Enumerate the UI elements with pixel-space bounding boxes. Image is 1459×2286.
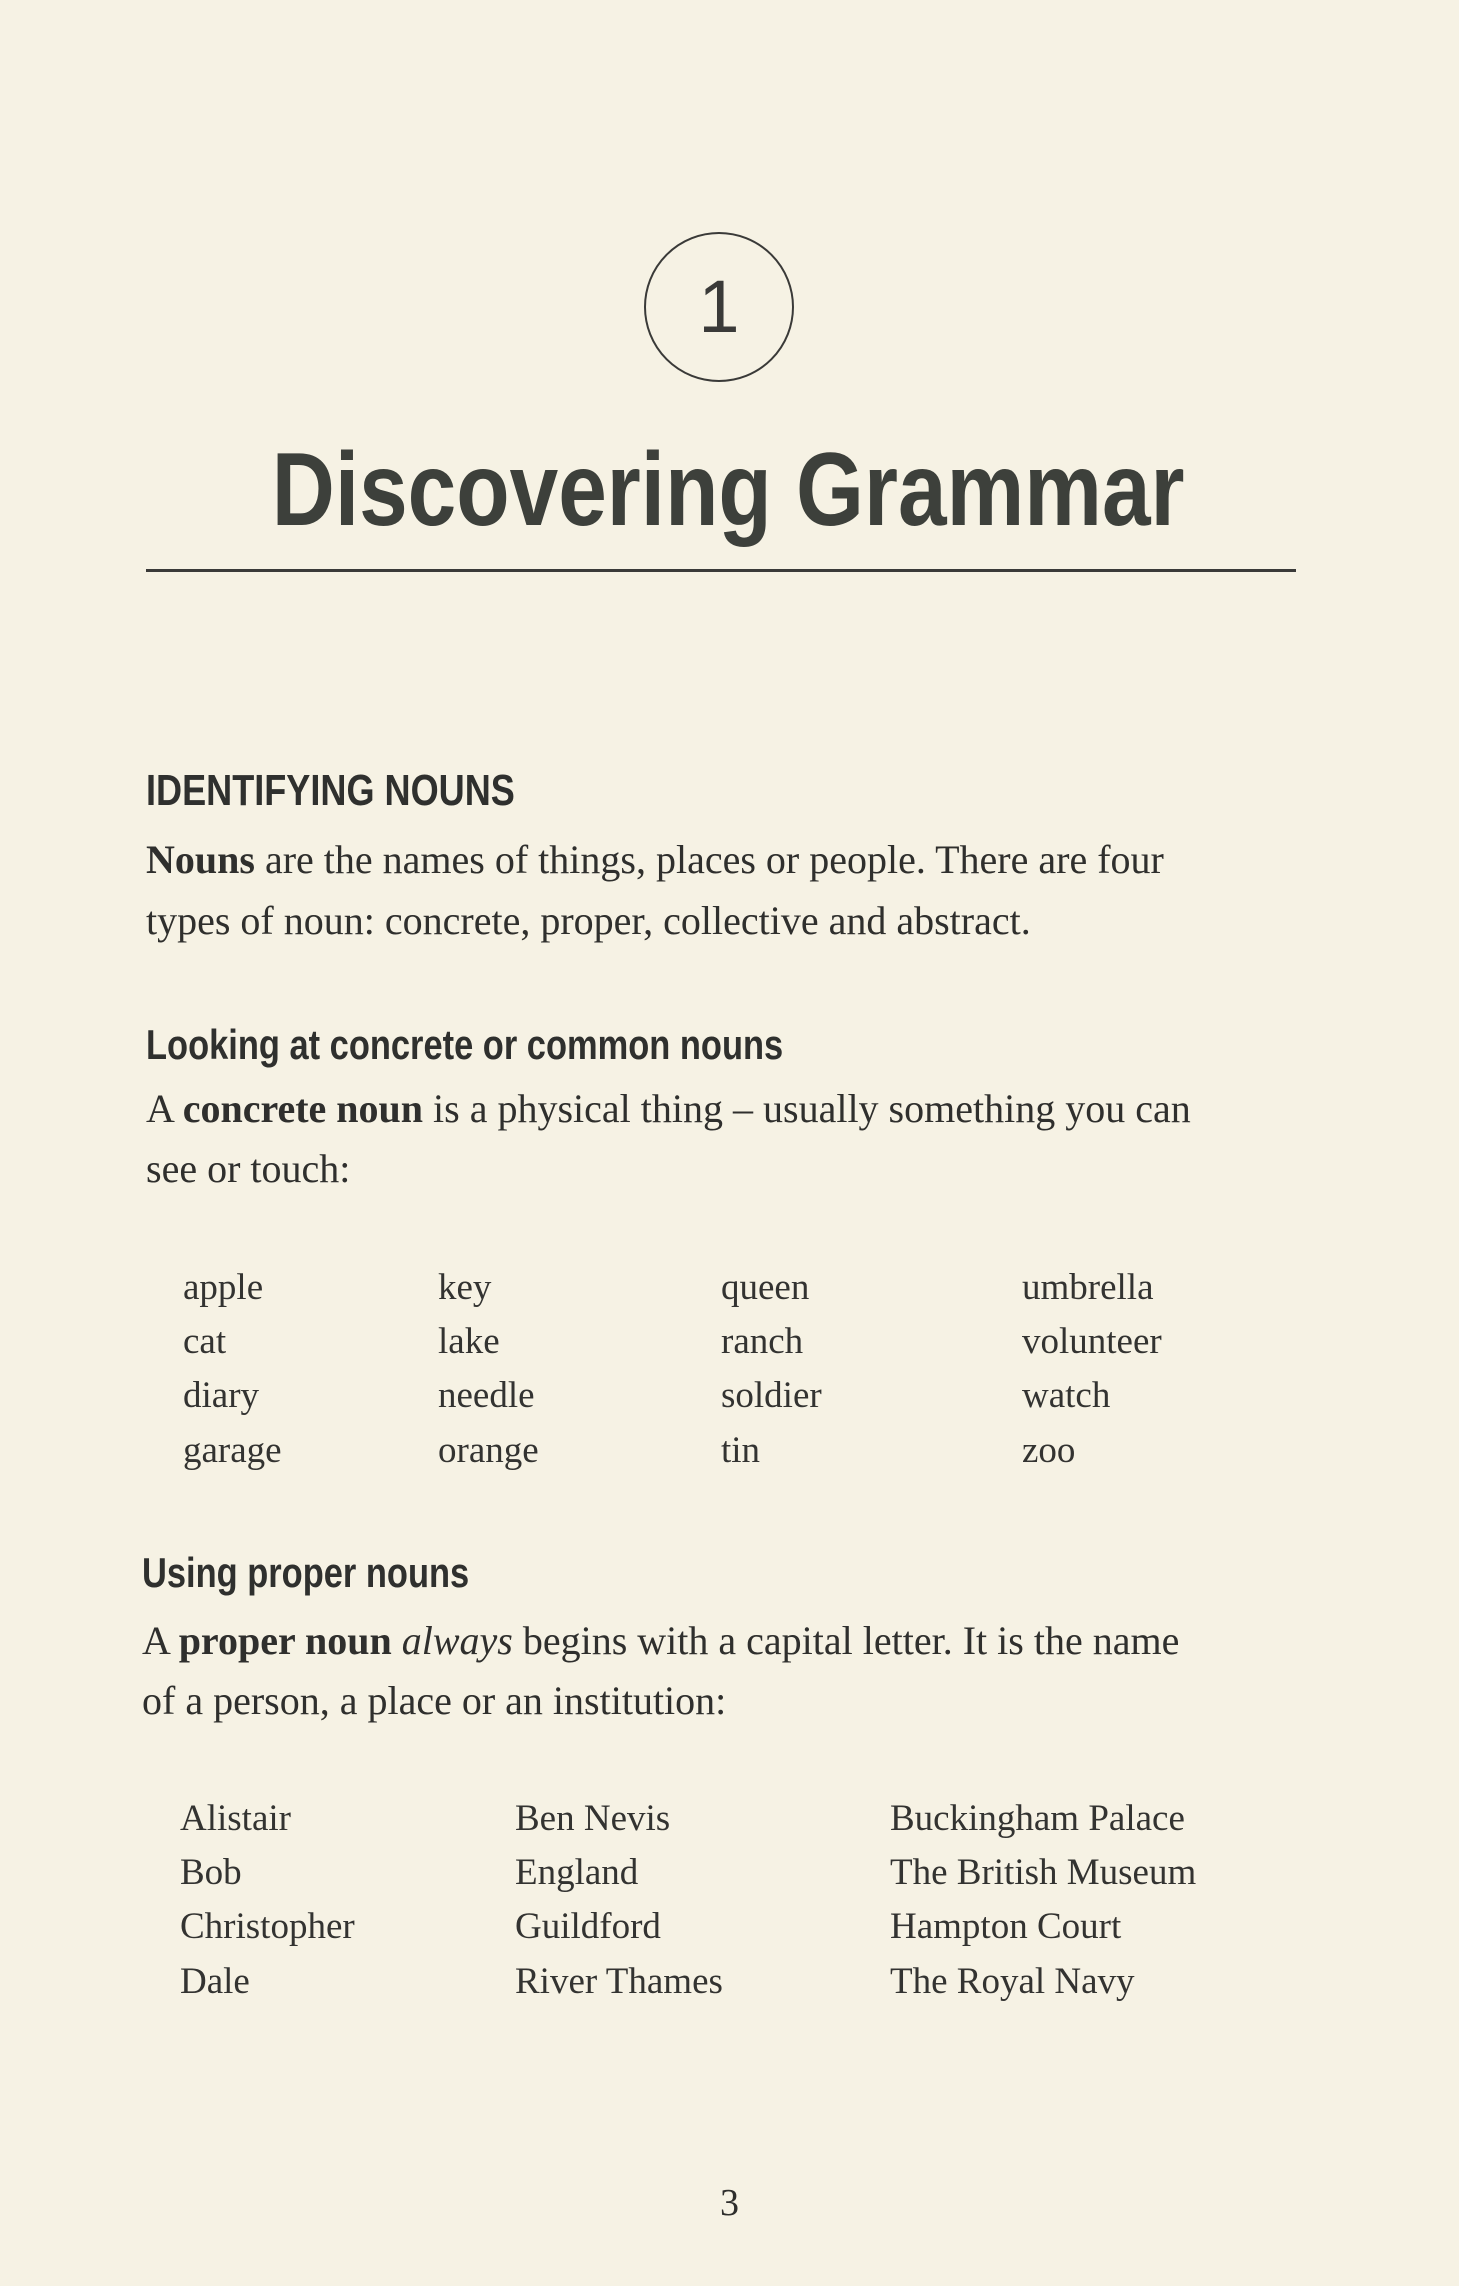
emphasis-always: always	[401, 1618, 513, 1663]
text: is a physical thing – usually something you can	[423, 1086, 1191, 1131]
concrete-line-2: see or touch:	[146, 1146, 351, 1191]
noun-item: tin	[721, 1430, 761, 1471]
text: A	[146, 1086, 183, 1131]
term-nouns: Nouns	[146, 837, 255, 882]
noun-item: The British Museum	[890, 1852, 1197, 1893]
noun-item: umbrella	[1022, 1267, 1154, 1308]
concrete-heading: Looking at concrete or common nouns	[146, 1021, 784, 1068]
noun-item: Christopher	[180, 1906, 355, 1947]
chapter-number: 1	[698, 265, 740, 348]
noun-item: diary	[183, 1375, 260, 1416]
noun-item: garage	[183, 1430, 282, 1471]
noun-item: apple	[183, 1267, 264, 1308]
text: begins with a capital letter. It is the name	[512, 1618, 1180, 1663]
noun-item: key	[438, 1267, 492, 1308]
chapter-title: Discovering Grammar	[271, 432, 1185, 548]
noun-item: watch	[1022, 1375, 1111, 1416]
term-proper-noun: proper noun	[178, 1618, 392, 1663]
noun-item: cat	[183, 1321, 227, 1362]
noun-item: England	[515, 1852, 639, 1893]
title-divider	[146, 569, 1296, 572]
noun-item: River Thames	[515, 1961, 723, 2002]
noun-item: Alistair	[180, 1798, 291, 1839]
noun-item: Bob	[180, 1852, 242, 1893]
noun-item: Buckingham Palace	[890, 1798, 1185, 1839]
text	[392, 1618, 402, 1663]
noun-item: zoo	[1022, 1430, 1076, 1471]
intro-text: are the names of things, places or people. There are four	[254, 837, 1164, 882]
noun-item: Guildford	[515, 1906, 661, 1947]
noun-item: Ben Nevis	[515, 1798, 671, 1839]
section-heading: IDENTIFYING NOUNS	[146, 766, 515, 815]
intro-line-2: types of noun: concrete, proper, collective and abstract.	[146, 898, 1031, 943]
term-concrete-noun: concrete noun	[182, 1086, 424, 1131]
proper-line-1	[142, 1616, 1179, 1666]
noun-item: volunteer	[1022, 1321, 1162, 1362]
intro-line-1	[146, 835, 1164, 885]
noun-item: lake	[438, 1321, 500, 1362]
proper-heading: Using proper nouns	[142, 1549, 470, 1596]
noun-item: orange	[438, 1430, 539, 1471]
noun-item: queen	[721, 1267, 810, 1308]
noun-item: needle	[438, 1375, 535, 1416]
text: A	[142, 1618, 179, 1663]
noun-item: soldier	[721, 1375, 822, 1416]
noun-item: The Royal Navy	[890, 1961, 1135, 2002]
page-number: 3	[720, 2182, 739, 2224]
noun-item: ranch	[721, 1321, 804, 1362]
noun-item: Hampton Court	[890, 1906, 1122, 1947]
concrete-line-1	[146, 1084, 1191, 1134]
proper-line-2: of a person, a place or an institution:	[142, 1678, 727, 1723]
noun-item: Dale	[180, 1961, 250, 2002]
